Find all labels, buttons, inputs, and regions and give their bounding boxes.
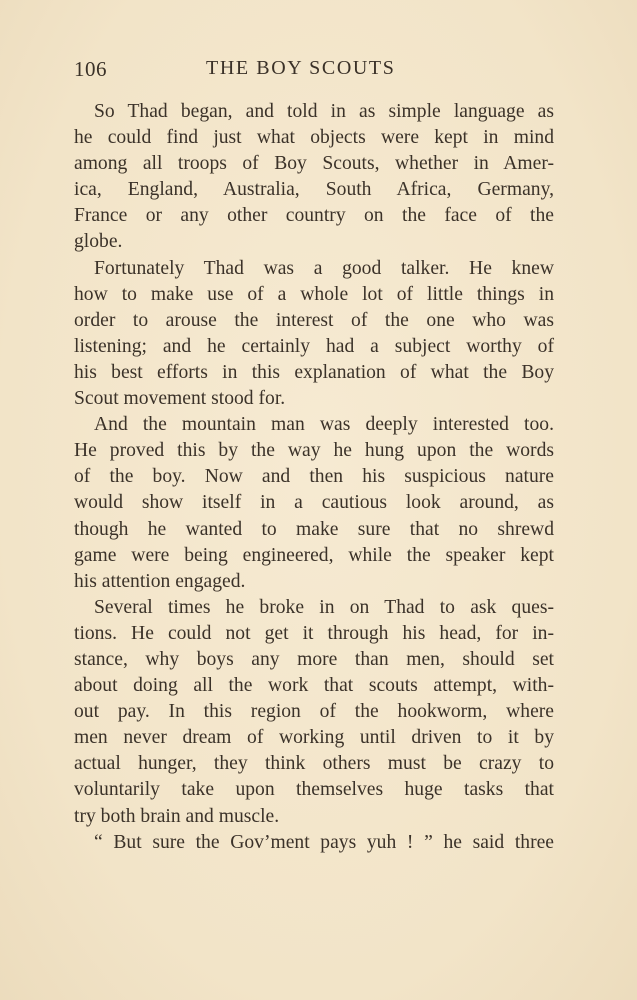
text-line: how to make use of a whole lot of little things in — [74, 283, 554, 305]
text-line: order to arouse the interest of the one who was — [74, 309, 554, 331]
page-header — [74, 57, 554, 85]
text-line: globe. — [74, 231, 123, 253]
text-line: about doing all the work that scouts attempt, with- — [74, 675, 554, 697]
text-line: And the mountain man was deeply interested too. — [94, 414, 554, 436]
running-head: THE BOY SCOUTS — [206, 57, 396, 79]
text-line: his best efforts in this explanation of what the Boy — [74, 361, 554, 383]
text-line: stance, why boys any more than men, should set — [74, 648, 554, 670]
text-line: Fortunately Thad was a good talker. He knew — [94, 257, 554, 279]
text-line: tions. He could not get it through his head, for in- — [74, 622, 554, 644]
text-line: ica, England, Australia, South Africa, Germany, — [74, 179, 554, 201]
text-line: “ But sure the Gov’ment pays yuh ! ” he said three — [94, 831, 554, 853]
text-line: game were being engineered, while the speaker kept — [74, 544, 554, 566]
page-number: 106 — [74, 57, 107, 81]
text-line: listening; and he certainly had a subject worthy of — [74, 335, 554, 357]
text-line: out pay. In this region of the hookworm, where — [74, 701, 554, 723]
text-line: his attention engaged. — [74, 570, 246, 592]
text-line: Scout movement stood for. — [74, 388, 286, 410]
text-line: actual hunger, they think others must be crazy to — [74, 753, 554, 775]
text-line: try both brain and muscle. — [74, 805, 280, 827]
text-line: men never dream of working until driven to it by — [74, 727, 554, 749]
text-line: He proved this by the way he hung upon the words — [74, 440, 554, 462]
text-line: Several times he broke in on Thad to ask ques- — [94, 596, 554, 618]
paragraph — [74, 412, 554, 595]
text-line: So Thad began, and told in as simple language as — [94, 101, 554, 122]
paragraph — [74, 830, 554, 856]
text-line: he could find just what objects were kept in mind — [74, 127, 554, 149]
text-line: voluntarily take upon themselves huge tasks that — [74, 779, 554, 801]
text-line: would show itself in a cautious look around, as — [74, 492, 554, 514]
text-line: though he wanted to make sure that no shrewd — [74, 518, 554, 540]
paragraph — [74, 99, 554, 256]
paragraph — [74, 595, 554, 830]
text-line: among all troops of Boy Scouts, whether in Amer- — [74, 153, 554, 175]
paragraph — [74, 256, 554, 413]
text-line: of the boy. Now and then his suspicious nature — [74, 466, 554, 488]
text-line: France or any other country on the face of the — [74, 205, 554, 227]
body-text — [74, 99, 554, 856]
